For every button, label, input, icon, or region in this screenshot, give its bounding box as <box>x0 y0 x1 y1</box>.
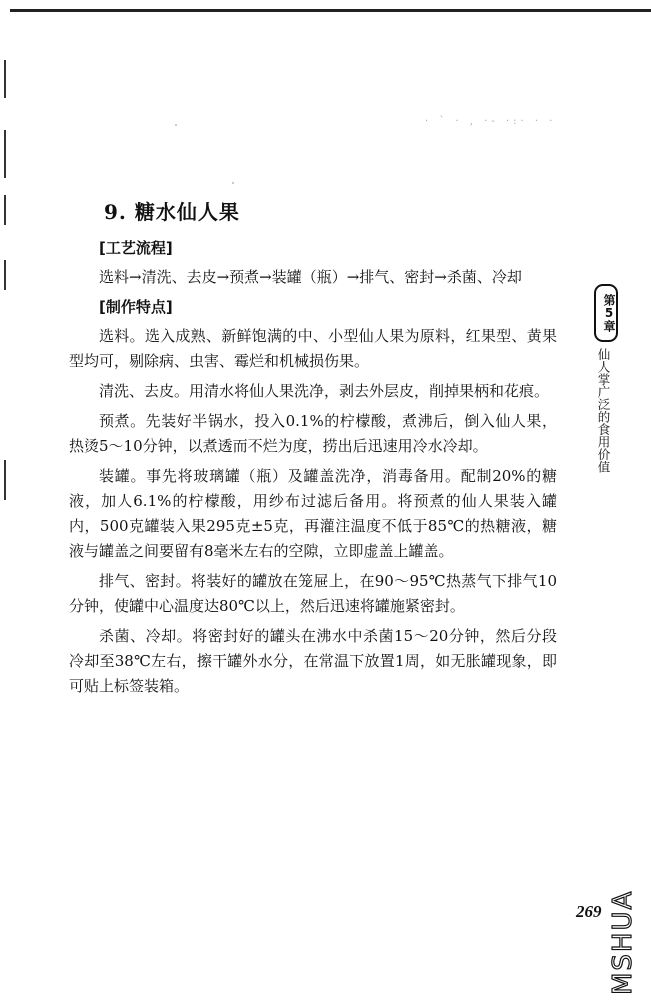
paragraph-canning: 装罐。事先将玻璃罐（瓶）及罐盖洗净，消毒备用。配制20%的糖液，加人6.1%的柠檬酸，用纱布过滤后备用。将预煮的仙人果装入罐内，500克罐装入果295克±5克，再灌注温度不低于85℃的热糖液，糖液与罐盖之间要留有8毫米左右的空隙，立即虚盖上罐盖。 <box>69 467 557 560</box>
paragraph-precooking: 预煮。先装好半锅水，投入0.1%的柠檬酸，煮沸后，倒入仙人果，热烫5～10分钟，以煮透而不烂为度，捞出后迅速用冷水冷却。 <box>69 412 557 455</box>
scan-dot <box>175 124 177 126</box>
top-rule <box>10 9 651 12</box>
scan-dot <box>232 182 234 184</box>
scan-edge-marks <box>4 60 8 500</box>
page-number: 269 <box>576 902 602 921</box>
paragraph-exhaust-seal: 排气、密封。将装好的罐放在笼屉上，在90～95℃热蒸气下排气10分钟，使罐中心温度达80℃以上，然后迅速将罐施紧密封。 <box>69 572 557 615</box>
watermark <box>602 877 646 997</box>
chapter-badge: 第5章 <box>594 284 618 342</box>
paragraph-sterilize-cool: 杀菌、冷却。将密封好的罐头在沸水中杀菌15～20分钟，然后分段冷却至38℃左右，擦干罐外水分，在常温下放置1周，如无胀罐现象，即可贴上标签装箱。 <box>69 627 557 695</box>
chapter-subject: 仙人掌广泛的食用价值 <box>596 348 611 473</box>
features-heading: [制作特点] <box>99 298 173 316</box>
section-title: 9. 糖水仙人果 <box>104 200 240 224</box>
paragraph-washing: 清洗、去皮。用清水将仙人果洗净，剥去外层皮，削掉果柄和花痕。 <box>99 382 550 400</box>
watermark-text: MSHUA <box>608 889 638 995</box>
process-flow: 选料→清洗、去皮→预煮→装罐（瓶）→排气、密封→杀菌、冷却 <box>99 268 522 286</box>
process-heading: [工艺流程] <box>99 239 173 257</box>
chapter-side-tab <box>592 284 620 508</box>
paragraph-selection: 选料。选入成熟、新鲜饱满的中、小型仙人果为原料，红果型、黄果型均可，剔除病、虫害、霉烂和机械损伤果。 <box>69 327 557 370</box>
scan-noise: · ` · , ·- ·:· · · <box>425 116 557 127</box>
article-body <box>69 236 557 704</box>
